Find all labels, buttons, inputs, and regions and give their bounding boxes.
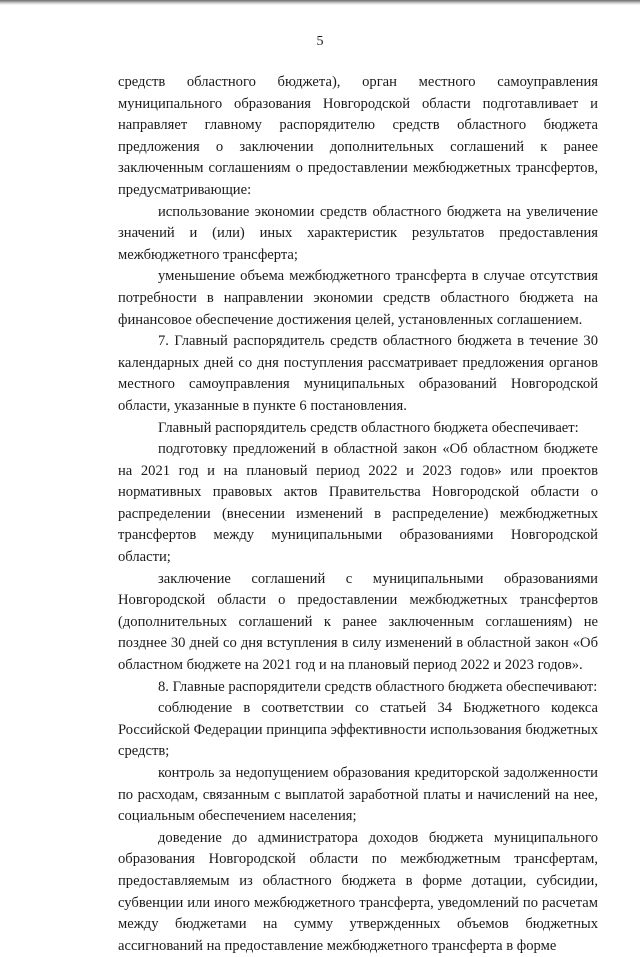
page-number: 5 (316, 34, 324, 49)
paragraph-distributor-ensures: Главный распорядитель средств областного бюджета обеспечивает: (158, 419, 579, 436)
paragraph-item-8: 8. Главные распорядители средств областного бюджета обеспечивают: (158, 678, 598, 695)
paragraph-notification-delivery: доведение до администратора доходов бюджета муниципального образования Новгородской области по межбюджетным трансфертам, предоставляемым из областного бюджета в форме дотации, субсидии, субвенции или иного межбюджетного трансферта, уведомлений по расчетам между бюджетами на сумму утвержденных объемов бюджетных ассигнований на предоставление межбюджетного трансферта в форме (118, 829, 598, 954)
paragraph-debt-control: контроль за недопущением образования кредиторской задолженности по расходам, связанным с выплатой заработной платы и начислений на нее, социальным обеспечением населения; (118, 765, 598, 825)
paragraph-efficiency-principle: соблюдение в соответствии со статьей 34 Бюджетного кодекса Российской Федерации принципа эффективности использования бюджетных средств; (118, 700, 598, 760)
scan-edge-shadow (0, 0, 640, 5)
paragraph-item-7: 7. Главный распорядитель средств областного бюджета в течение 30 календарных дней со дня поступления рассматривает предложения органов местного самоуправления муниципальных образований Новгородской области, указанные в пункте 6 постановления. (118, 333, 598, 414)
paragraph-agreements-conclusion: заключение соглашений с муниципальными образованиями Новгородской области о предоставлении межбюджетных трансфертов (дополнительных соглашений к ранее заключенным соглашениям) не позднее 30 дней со дня вступления в силу изменений в областной закон «Об областном бюджете на 2021 год и на плановый период 2022 и 2023 годов». (118, 570, 598, 674)
paragraph-proposals-preparation: подготовку предложений в областной закон «Об областном бюджете на 2021 год и на плановый период 2022 и 2023 годов» или проектов нормативных правовых актов Правительства Новгородской области о распределении (внесении изменений в распределение) межбюджетных трансфертов между муниципальными образованиями Новгородской области; (118, 441, 598, 566)
paragraph-transfer-reduction: уменьшение объема межбюджетного трансферта в случае отсутствия потребности в направлении экономии средств областного бюджета на финансовое обеспечение достижения целей, установленных соглашением. (118, 268, 598, 328)
paragraph-continued: средств областного бюджета), орган местного самоуправления муниципального образования Новгородской области подготавливает и направляет главному распорядителю средств областного бюджета предложения о заключении дополнительных соглашений к ранее заключенным соглашениям о предоставлении межбюджетных трансфертов, предусматривающие: (118, 74, 598, 198)
paragraph-savings-use: использование экономии средств областного бюджета на увеличение значений и (или) иных характеристик результатов предоставления межбюджетного трансферта; (118, 203, 598, 263)
document-body (118, 72, 598, 957)
